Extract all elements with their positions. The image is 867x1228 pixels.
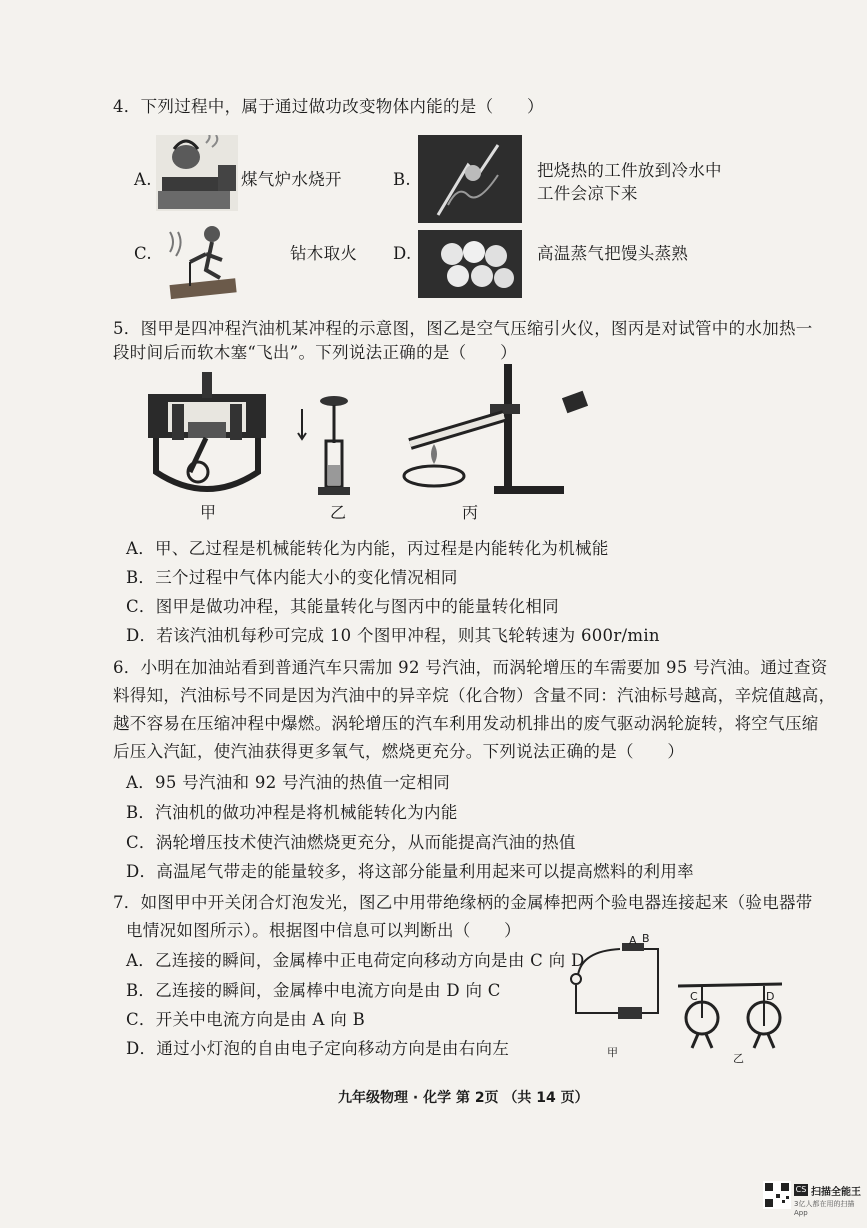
q6-stem-line2: 料得知，汽油标号不同是因为汽油中的异辛烷（化合物）含量不同：汽油标号越高，辛烷值越高， <box>113 686 836 705</box>
q4-stem: 4．下列过程中，属于通过做功改变物体内能的是（ ） <box>113 97 544 116</box>
q6-option-b: B．汽油机的做功冲程是将机械能转化为内能 <box>126 803 458 822</box>
q7-option-a: A．乙连接的瞬间，金属棒中正电荷定向移动方向是由 C 向 D <box>126 951 585 970</box>
q6-stem-line4: 后压入汽缸，使汽油获得更多氧气，燃烧更充分。下列说法正确的是（ ） <box>113 742 685 761</box>
q4-option-a-text: 煤气炉水烧开 <box>241 170 342 189</box>
q4-option-d-letter: D. <box>393 244 412 263</box>
qr-code-icon <box>763 1181 791 1209</box>
q6-stem-line3: 越不容易在压缩冲程中爆燃。涡轮增压的汽车利用发动机排出的废气驱动涡轮旋转，将空气压缩 <box>113 714 819 733</box>
q6-option-d: D．高温尾气带走的能量较多，将这部分能量利用起来可以提高燃料的利用率 <box>126 862 694 881</box>
circuit-diagram <box>562 935 670 1027</box>
q7-option-b: B．乙连接的瞬间，金属棒中电流方向是由 D 向 C <box>126 981 501 1000</box>
hot-workpiece-image <box>418 135 522 223</box>
q4-option-b-letter: B. <box>393 170 411 189</box>
figure-bing-label: 丙 <box>462 503 479 522</box>
page-footer: 九年级物理 · 化学 第 2页 （共 14 页） <box>338 1090 589 1106</box>
q7-option-d: D．通过小灯泡的自由电子定向移动方向是由右向左 <box>126 1039 510 1058</box>
q6-option-a: A．95 号汽油和 92 号汽油的热值一定相同 <box>126 773 451 792</box>
figure-yi-label: 乙 <box>330 503 347 522</box>
engine-cylinder-diagram <box>148 372 266 500</box>
q7-stem-line2: 电情况如图所示）。根据图中信息可以判断出（ ） <box>126 921 521 940</box>
scanner-app-name: 扫描全能王 <box>811 1187 861 1198</box>
q7-stem-line1: 7．如图甲中开关闭合灯泡发光，图乙中用带绝缘柄的金属棒把两个验电器连接起来（验电器带 <box>113 893 813 912</box>
switch-terminal-a-label: A <box>629 934 637 947</box>
q7-option-c: C．开关中电流方向是由 A 向 B <box>126 1010 366 1029</box>
electroscope-c-label: C <box>690 990 698 1003</box>
q6-stem-line1: 6．小明在加油站看到普通汽车只需加 92 号汽油，而涡轮增压的车需要加 95 号汽油。通过查资 <box>113 658 828 677</box>
q4-option-a-letter: A. <box>134 170 152 189</box>
q4-option-b-text-line1: 把烧热的工件放到冷水中 <box>537 161 722 180</box>
q4-option-c-text: 钻木取火 <box>290 244 358 263</box>
scanner-app-tagline: 3亿人都在用的扫描App <box>794 1200 855 1217</box>
cs-badge-icon: CS <box>795 1185 807 1194</box>
q4-option-b-text-line2: 工件会凉下来 <box>537 184 638 203</box>
stove-kettle-image <box>156 135 238 211</box>
q5-option-d: D．若该汽油机每秒可完成 10 个图甲冲程，则其飞轮转速为 600r/min <box>126 626 660 645</box>
q5-option-c: C．图甲是做功冲程，其能量转化与图丙中的能量转化相同 <box>126 597 559 616</box>
q5-option-b: B．三个过程中气体内能大小的变化情况相同 <box>126 568 458 587</box>
switch-terminal-b-label: B <box>642 932 650 945</box>
air-compression-igniter-diagram <box>296 395 354 498</box>
q4-option-d-text: 高温蒸气把馒头蒸熟 <box>537 244 689 263</box>
test-tube-heating-diagram <box>394 364 598 498</box>
q5-stem-line1: 5．图甲是四冲程汽油机某冲程的示意图，图乙是空气压缩引火仪，图丙是对试管中的水加热一 <box>113 319 813 338</box>
drilling-wood-fire-image <box>160 222 242 304</box>
q7-figure-jia-label: 甲 <box>607 1046 618 1059</box>
steamed-buns-image <box>418 230 522 298</box>
figure-jia-label: 甲 <box>200 503 217 522</box>
q5-stem-line2: 段时间后而软木塞“飞出”。下列说法正确的是（ ） <box>113 343 517 362</box>
q5-option-a: A．甲、乙过程是机械能转化为内能，丙过程是内能转化为机械能 <box>126 539 609 558</box>
q4-option-c-letter: C. <box>134 244 152 263</box>
q6-option-c: C．涡轮增压技术使汽油燃烧更充分，从而能提高汽油的热值 <box>126 833 576 852</box>
q7-figure-yi-label: 乙 <box>733 1052 744 1065</box>
electroscope-d-label: D <box>766 990 775 1003</box>
